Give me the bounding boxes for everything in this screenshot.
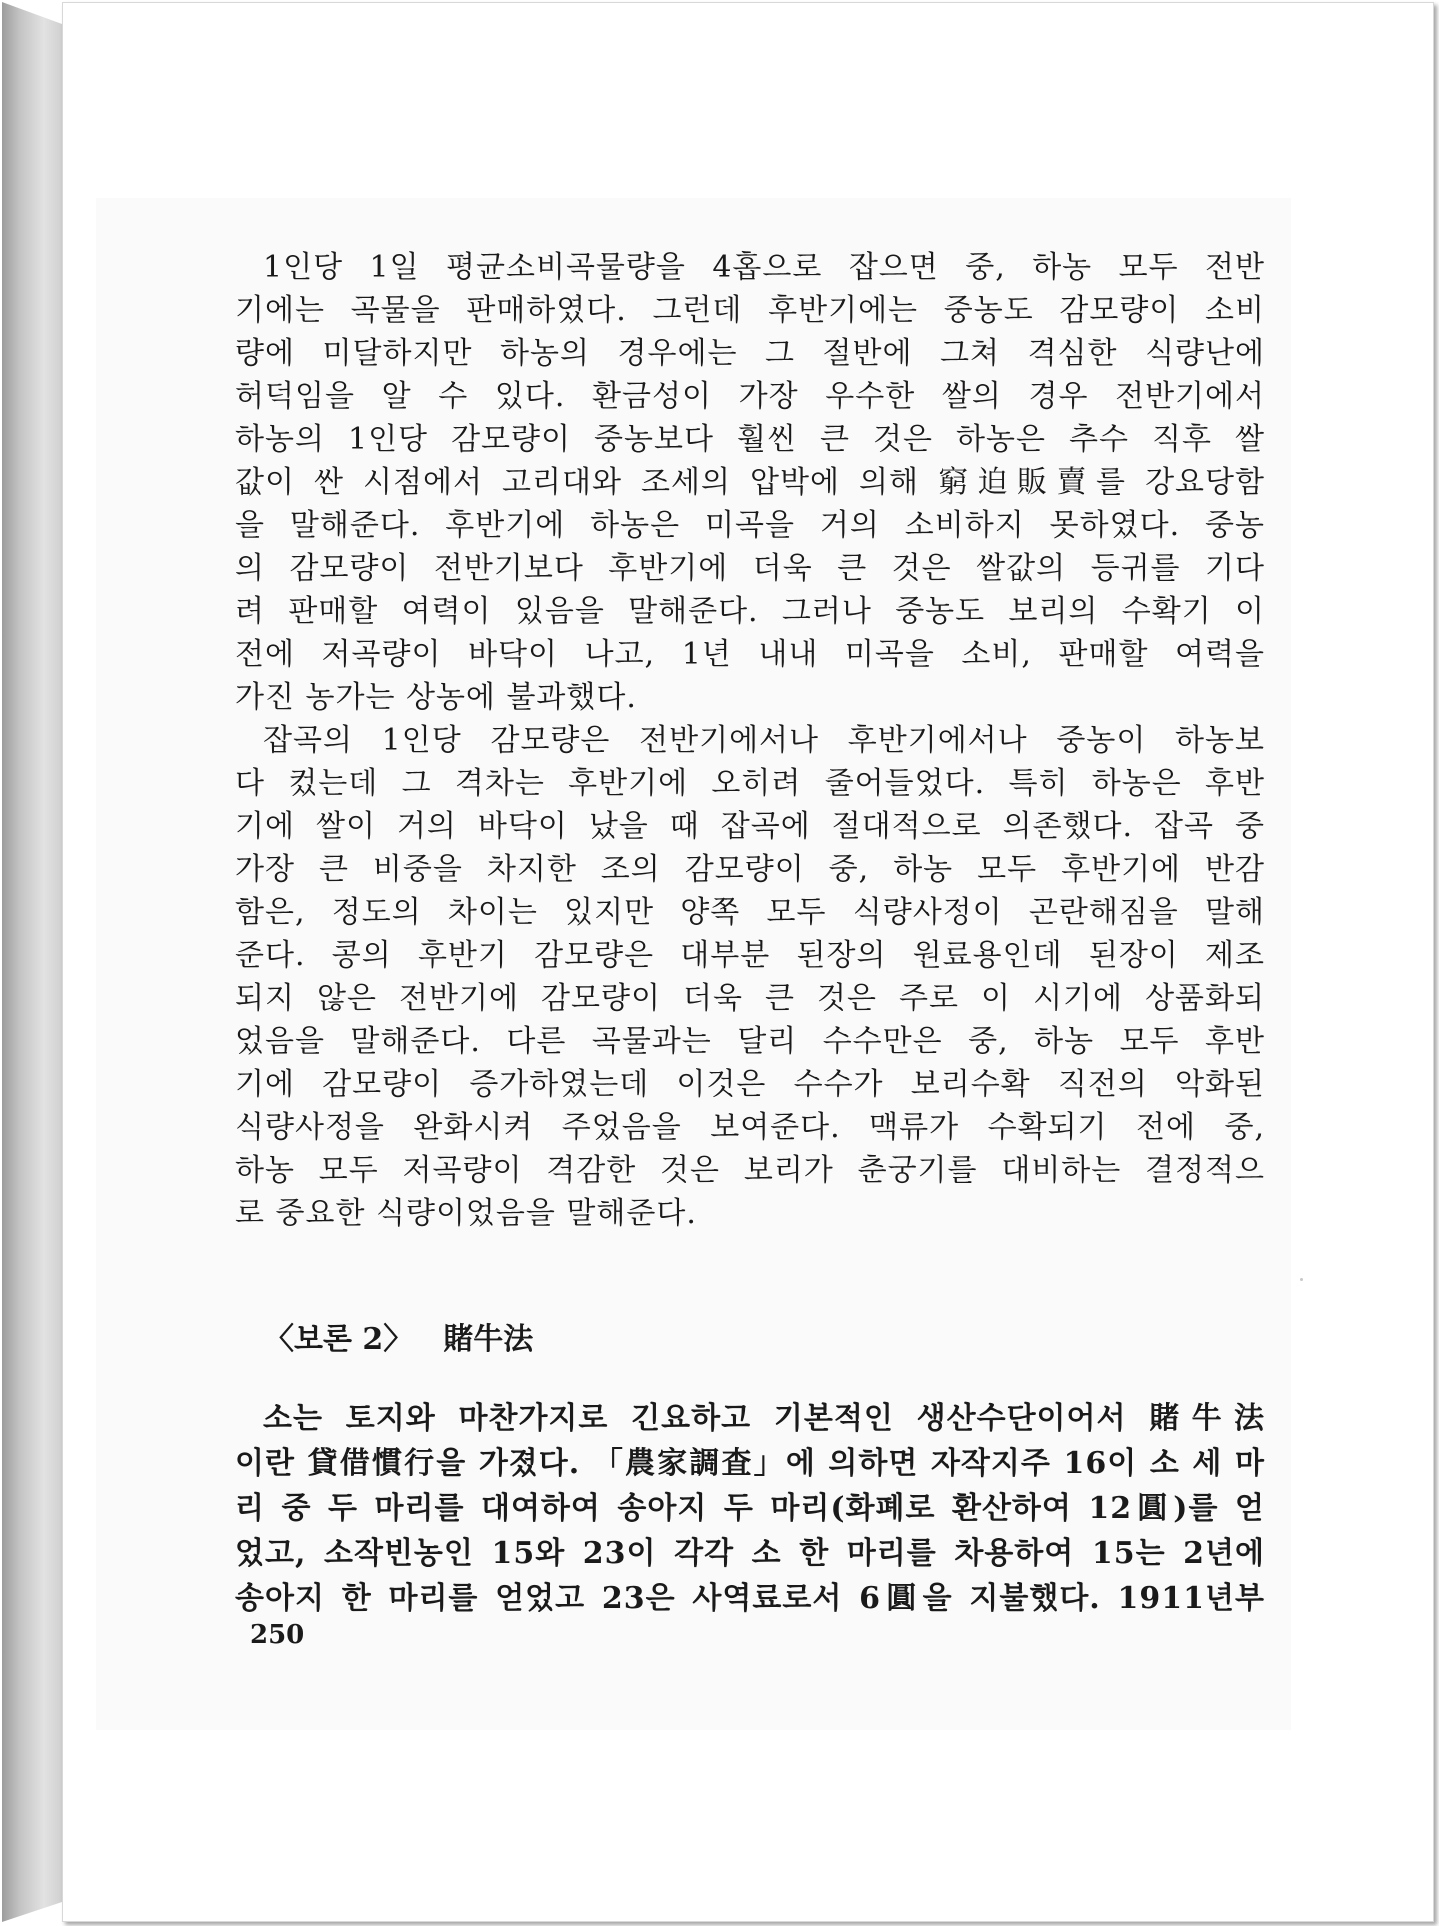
paragraph2-line: 잡곡의 1인당 감모량은 전반기에서나 후반기에서나 중농이 하농보 [263, 723, 1265, 758]
paragraph2-line: 되지 않은 전반기에 감모량이 더욱 큰 것은 주로 이 시기에 상품화되 [235, 981, 1265, 1016]
paragraph1-line: 1인당 1일 평균소비곡물량을 4홉으로 잡으면 중, 하농 모두 전반 [263, 250, 1265, 285]
paragraph1-line: 가진 농가는 상농에 불과했다. [235, 680, 637, 715]
paragraph2-line: 가장 큰 비중을 차지한 조의 감모량이 중, 하농 모두 후반기에 반감 [235, 852, 1265, 887]
paragraph3-line: 송아지 한 마리를 얻었고 23은 사역료로서 6圓을 지불했다. 1911년부 [235, 1581, 1265, 1616]
paragraph1-line: 려 판매할 여력이 있음을 말해준다. 그러나 중농도 보리의 수확기 이 [235, 594, 1265, 629]
section-title: 賭牛法 [443, 1322, 534, 1357]
page-number: 250 [250, 1620, 305, 1650]
section-label: 〈보론 2〉 [264, 1322, 414, 1357]
paragraph1-line: 량에 미달하지만 하농의 경우에는 그 절반에 그쳐 격심한 식량난에 [235, 336, 1265, 371]
paragraph1-line: 기에는 곡물을 판매하였다. 그런데 후반기에는 중농도 감모량이 소비 [235, 293, 1265, 328]
paragraph1-line: 전에 저곡량이 바닥이 나고, 1년 내내 미곡을 소비, 판매할 여력을 [235, 637, 1265, 672]
paragraph1-line: 값이 싼 시점에서 고리대와 조세의 압박에 의해 窮迫販賣를 강요당함 [235, 465, 1265, 500]
paragraph1-line: 을 말해준다. 후반기에 하농은 미곡을 거의 소비하지 못하였다. 중농 [235, 508, 1265, 543]
paragraph2-line: 하농 모두 저곡량이 격감한 것은 보리가 춘궁기를 대비하는 결정적으 [235, 1153, 1265, 1188]
book-spine [2, 2, 62, 1922]
scan-speck [1300, 1278, 1303, 1281]
paragraph2-line: 함은, 정도의 차이는 있지만 양쪽 모두 식량사정이 곤란해짐을 말해 [235, 895, 1265, 930]
paragraph3-line: 었고, 소작빈농인 15와 23이 각각 소 한 마리를 차용하여 15는 2년에 [235, 1536, 1265, 1571]
paragraph3-line: 리 중 두 마리를 대여하여 송아지 두 마리(화폐로 환산하여 12圓)를 얻 [235, 1491, 1265, 1526]
paragraph3-line: 이란 貸借慣行을 가졌다. 「農家調査」에 의하면 자작지주 16이 소 세 마 [235, 1446, 1265, 1481]
paragraph2-line: 준다. 콩의 후반기 감모량은 대부분 된장의 원료용인데 된장이 제조 [235, 938, 1265, 973]
paragraph3-line: 소는 토지와 마찬가지로 긴요하고 기본적인 생산수단이어서 賭牛法 [263, 1401, 1265, 1436]
paragraph2-line: 었음을 말해준다. 다른 곡물과는 달리 수수만은 중, 하농 모두 후반 [235, 1024, 1265, 1059]
paragraph2-line: 기에 쌀이 거의 바닥이 났을 때 잡곡에 절대적으로 의존했다. 잡곡 중 [235, 809, 1265, 844]
paragraph2-line: 기에 감모량이 증가하였는데 이것은 수수가 보리수확 직전의 악화된 [235, 1067, 1265, 1102]
paragraph1-line: 의 감모량이 전반기보다 후반기에 더욱 큰 것은 쌀값의 등귀를 기다 [235, 551, 1265, 586]
paragraph2-line: 식량사정을 완화시켜 주었음을 보여준다. 맥류가 수확되기 전에 중, [235, 1110, 1265, 1145]
paragraph1-line: 허덕임을 알 수 있다. 환금성이 가장 우수한 쌀의 경우 전반기에서 [235, 379, 1265, 414]
section-heading [264, 1314, 533, 1358]
body-text-upper [235, 246, 1265, 1235]
paragraph2-line: 로 중요한 식량이었음을 말해준다. [235, 1196, 697, 1231]
paragraph2-line: 다 컸는데 그 격차는 후반기에 오히려 줄어들었다. 특히 하농은 후반 [235, 766, 1265, 801]
body-text-lower [235, 1396, 1265, 1621]
paragraph1-line: 하농의 1인당 감모량이 중농보다 훨씬 큰 것은 하농은 추수 직후 쌀 [235, 422, 1265, 457]
